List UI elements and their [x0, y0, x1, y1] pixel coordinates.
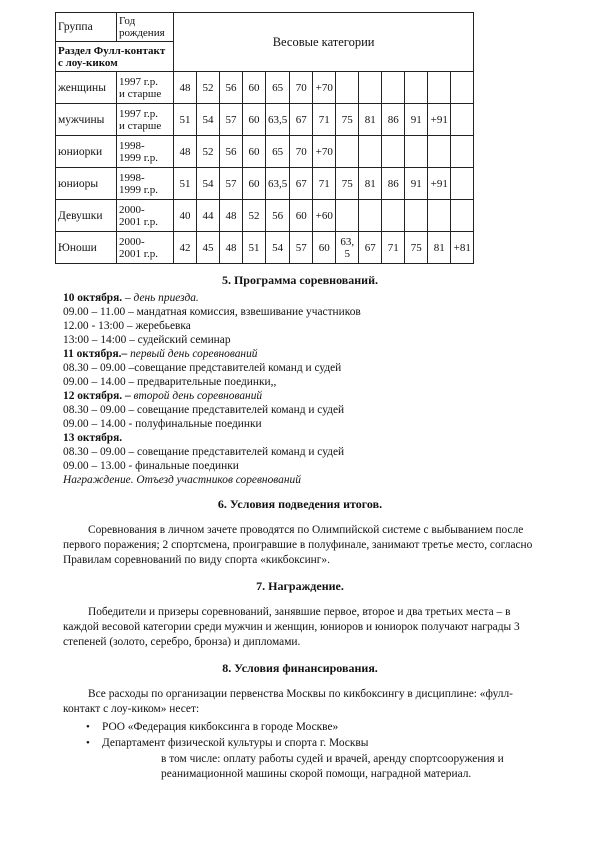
weight-cell	[405, 200, 428, 232]
schedule-line: 08.30 – 09.00 –совещание представителей команд и судей	[63, 362, 342, 374]
weight-cell: 52	[197, 72, 220, 104]
weight-cell: 56	[266, 200, 290, 232]
weight-cell: 71	[313, 168, 336, 200]
weight-cell	[336, 136, 359, 168]
weight-cell	[428, 200, 451, 232]
table-row	[56, 136, 474, 168]
table-row	[56, 72, 474, 104]
schedule-line: 09.00 – 14.00 – предварительные поединки,,	[63, 376, 277, 388]
weight-cell: 60	[243, 136, 266, 168]
bullet-icon: •	[86, 721, 90, 733]
group-cell: Девушки	[56, 200, 117, 232]
weight-cell: 65	[266, 136, 290, 168]
weight-cell: 60	[243, 168, 266, 200]
weight-cell	[451, 200, 474, 232]
schedule-line: 13:00 – 14:00 – судейский семинар	[63, 334, 231, 346]
weight-cell: +60	[313, 200, 336, 232]
weight-cell	[405, 72, 428, 104]
weight-cell: 60	[243, 72, 266, 104]
weight-cell: +91	[428, 104, 451, 136]
group-cell: юниоры	[56, 168, 117, 200]
weight-cell: 65	[266, 72, 290, 104]
weight-cell: 44	[197, 200, 220, 232]
paragraph-line: степеней (золото, серебро, бронза) и дипломами.	[63, 636, 301, 648]
schedule-line: 08.30 – 09.00 – совещание представителей команд и судей	[63, 446, 345, 458]
table-row	[56, 232, 474, 264]
weight-cell: 51	[174, 104, 197, 136]
paragraph-line: Соревнования в личном зачете проводятся по Олимпийской системе с выбыванием после	[88, 524, 524, 536]
day-line: 11 октября.– первый день соревнований	[63, 348, 258, 360]
weight-cell	[451, 136, 474, 168]
paragraph-line: первого поражения; 2 спортсмена, проигравшие в полуфинале, занимают третье место, согласно	[63, 539, 533, 551]
weight-cell: 63,5	[266, 104, 290, 136]
table-row	[56, 168, 474, 200]
weight-cell	[382, 200, 405, 232]
section-label: Раздел Фулл-контакт с лоу-киком	[56, 42, 174, 72]
weight-cell: 75	[336, 168, 359, 200]
weight-cell: +70	[313, 136, 336, 168]
day-line: 12 октября. – второй день соревнований	[63, 390, 263, 402]
weight-cell	[359, 200, 382, 232]
weight-cell	[336, 72, 359, 104]
weight-cell: 40	[174, 200, 197, 232]
weight-cell: 52	[243, 200, 266, 232]
weight-cell: 91	[405, 104, 428, 136]
paragraph-line: каждой весовой категории среди мужчин и женщин, юниоров и юниорок получают награды 3	[63, 621, 520, 633]
weight-cell: 56	[220, 72, 243, 104]
birth-year-cell: 1998- 1999 г.р.	[117, 136, 174, 168]
birth-year-cell: 2000- 2001 г.р.	[117, 200, 174, 232]
weight-cell: 48	[220, 232, 243, 264]
weight-cell: 48	[174, 136, 197, 168]
weight-cell: 86	[382, 168, 405, 200]
weight-cell: 81	[359, 168, 382, 200]
paragraph-line: в том числе: оплату работы судей и врачей, аренду спортсооружения и	[161, 753, 504, 765]
weight-cell: 60	[313, 232, 336, 264]
weight-cell: 51	[243, 232, 266, 264]
weight-cell: +81	[451, 232, 474, 264]
weight-cell: 60	[290, 200, 313, 232]
birth-year-cell: 2000- 2001 г.р.	[117, 232, 174, 264]
weight-cell: 75	[405, 232, 428, 264]
weight-cell: +70	[313, 72, 336, 104]
paragraph-line: Правилам соревнований по виду спорта «кикбоксинг».	[63, 554, 330, 566]
weight-cell: 91	[405, 168, 428, 200]
weight-cell: 54	[197, 168, 220, 200]
weight-categories-table	[55, 12, 474, 264]
table-header-row	[56, 13, 474, 42]
weight-cell: 71	[382, 232, 405, 264]
weight-cell: 71	[313, 104, 336, 136]
weight-cell: 86	[382, 104, 405, 136]
schedule-line: 08.30 – 09.00 – совещание представителей команд и судей	[63, 404, 345, 416]
birth-year-cell: 1997 г.р. и старше	[117, 104, 174, 136]
section-7-title: 7. Награждение.	[256, 579, 344, 593]
weight-cell	[405, 136, 428, 168]
bullet-icon: •	[86, 737, 90, 749]
section-5-title: 5. Программа соревнований.	[221, 273, 379, 287]
section-8-title: 8. Условия финансирования.	[222, 661, 378, 675]
weight-cell: 54	[266, 232, 290, 264]
paragraph-line: контакт с лоу-киком» несет:	[63, 703, 200, 715]
weight-cell: 70	[290, 136, 313, 168]
group-cell: мужчины	[56, 104, 117, 136]
weight-cell	[428, 72, 451, 104]
table-row	[56, 200, 474, 232]
bullet-item: Департамент физической культуры и спорта г. Москвы	[102, 737, 369, 749]
weight-cell: 63,5	[266, 168, 290, 200]
weight-cell: 81	[359, 104, 382, 136]
weight-cell: 70	[290, 72, 313, 104]
weight-cell: 45	[197, 232, 220, 264]
weight-cell: 67	[359, 232, 382, 264]
paragraph-line: Победители и призеры соревнований, занявшие первое, второе и два третьих места – в	[88, 606, 511, 618]
day-line: 13 октября.	[63, 432, 123, 444]
weight-cell: 75	[336, 104, 359, 136]
table-row	[56, 104, 474, 136]
weight-cell: 57	[220, 168, 243, 200]
weight-cell	[451, 72, 474, 104]
weight-cell	[336, 200, 359, 232]
weight-cell	[451, 104, 474, 136]
bullet-item: РОО «Федерация кикбоксинга в городе Москве»	[102, 721, 339, 733]
weight-cell: 60	[243, 104, 266, 136]
year-header: Год рождения	[117, 13, 174, 42]
weight-cell	[382, 72, 405, 104]
weight-cell: 52	[197, 136, 220, 168]
group-header: Группа	[56, 13, 117, 42]
weight-cell: 56	[220, 136, 243, 168]
group-cell: Юноши	[56, 232, 117, 264]
weight-cell: 81	[428, 232, 451, 264]
weight-cell: 54	[197, 104, 220, 136]
weight-cell: 67	[290, 104, 313, 136]
weight-cell	[359, 136, 382, 168]
weight-cell	[382, 136, 405, 168]
schedule-line: Награждение. Отъезд участников соревнований	[63, 474, 301, 486]
weight-cell	[451, 168, 474, 200]
weight-cell: 51	[174, 168, 197, 200]
weight-cell: 48	[174, 72, 197, 104]
schedule-line: 09.00 – 13.00 - финальные поединки	[63, 460, 239, 472]
weight-cell: 57	[220, 104, 243, 136]
weight-cell: 57	[290, 232, 313, 264]
section-6-title: 6. Условия подведения итогов.	[217, 497, 383, 511]
weight-cell	[428, 136, 451, 168]
day-line: 10 октября. – день приезда.	[63, 292, 199, 304]
group-cell: женщины	[56, 72, 117, 104]
weight-cell: 67	[290, 168, 313, 200]
paragraph-line: реанимационной машины скорой помощи, наградной материал.	[161, 768, 472, 780]
weights-header: Весовые категории	[174, 13, 474, 72]
birth-year-cell: 1998- 1999 г.р.	[117, 168, 174, 200]
birth-year-cell: 1997 г.р. и старше	[117, 72, 174, 104]
schedule-line: 12.00 - 13:00 – жеребьевка	[63, 320, 191, 332]
weight-cell: 63, 5	[336, 232, 359, 264]
weight-cell: 42	[174, 232, 197, 264]
weight-cell	[359, 72, 382, 104]
weight-cell: 48	[220, 200, 243, 232]
group-cell: юниорки	[56, 136, 117, 168]
paragraph-line: Все расходы по организации первенства Москвы по кикбоксингу в дисциплине: «фулл-	[88, 688, 513, 700]
schedule-line: 09.00 – 11.00 – мандатная комиссия, взвешивание участников	[63, 306, 361, 318]
schedule-line: 09.00 – 14.00 - полуфинальные поединки	[63, 418, 262, 430]
weight-cell: +91	[428, 168, 451, 200]
